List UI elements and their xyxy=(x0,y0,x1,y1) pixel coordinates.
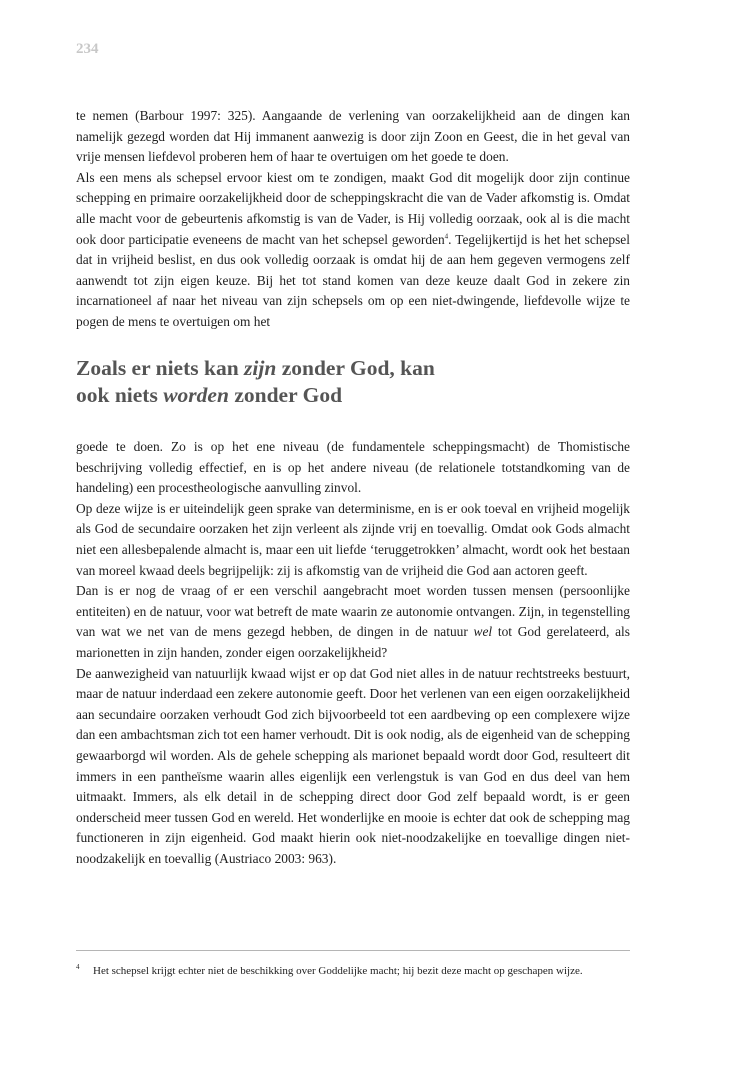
paragraph: Op deze wijze is er uiteindelijk geen sprake van determinisme, en is er ook toeval en vrijheid mogelijk als God de secundaire oorzaken het zijn verleent als zijnde vrij en toevallig. Omdat ook Gods almacht niet een allesbepalende almacht is, maar een uit liefde ‘teruggetrokken’ almacht, wordt ook het bestaan van moreel kwaad deels begrijpelijk: zij is afkomstig van de vrijheid die God aan actoren geeft. xyxy=(76,500,630,578)
body-text-top xyxy=(76,106,630,333)
page-number: 234 xyxy=(76,41,99,57)
paragraph: Dan is er nog de vraag of er een verschil aangebracht moet worden tussen mensen (persoonlijke entiteiten) en de natuur, voor wat betreft de mate waarin ze autonomie ontvangen. Zijn, in tegenstelling van wat we net van de mens gezegd hebben, de dingen in de natuur wel tot God gerelateerd, als marionetten in zijn handen, zonder eigen oorzakelijkheid? xyxy=(76,583,630,660)
heading-line-1: Zoals er niets kan zijn zonder God, kan xyxy=(76,356,435,380)
body-text-bottom xyxy=(76,437,630,869)
footnote-reference[interactable]: 4 xyxy=(444,232,449,241)
paragraph: De aanwezigheid van natuurlijk kwaad wijst er op dat God niet alles in de natuur rechtstreeks bestuurt, maar de natuur inderdaad een zekere autonomie geeft. Door het verlenen van een eigen oorzakelijkheid aan secundaire oorzaken verhoudt God zich bijvoorbeeld tot een aardbeving op een complexere wijze dan een ambachtsman zich tot een hamer verhoudt. Dit is ook nodig, als de eigenheid van de schepping gewaarborgd wil worden. Als de gehele schepping als marionet bepaald wordt door God, resulteert dit immers in een pantheïsme waarin alles eigenlijk een verlengstuk is van God en dus deel van hem uitmaakt. Immers, als elk detail in de schepping direct door God zelf bepaald wordt, is er geen onderscheid meer tussen God en wereld. Het wonderlijke en mooie is echter dat ook de schepping mag functioneren in zijn eigenheid. God maakt hierin ook niet-noodzakelijke en toevallige dingen niet-noodzakelijk en toevallig (Austriaco 2003: 963). xyxy=(76,665,630,866)
footnote-mark: 4 xyxy=(76,963,80,971)
paragraph: goede te doen. Zo is op het ene niveau (de fundamentele scheppingsmacht) de Thomistische beschrijving volledig effectief, en is op het andere niveau (de relationele totstandkoming van de handeling) een procestheologische aanvulling zinvol. xyxy=(76,439,630,496)
footnote xyxy=(76,961,630,981)
section-heading xyxy=(76,355,636,409)
footnote-text: Het schepsel krijgt echter niet de beschikking over Goddelijke macht; hij bezit deze macht op geschapen wijze. xyxy=(93,965,583,977)
paragraph: te nemen (Barbour 1997: 325). Aangaande de verlening van oorzakelijkheid aan de dingen kan namelijk gezegd worden dat Hij immanent aanwezig is door zijn Zoon en Geest, die in het geval van vrije mensen liefdevol proberen hem of haar te overtuigen om het goede te doen. xyxy=(76,108,630,165)
footnote-divider xyxy=(76,950,630,951)
paragraph: Als een mens als schepsel ervoor kiest om te zondigen, maakt God dit mogelijk door zijn continue schepping en primaire oorzakelijkheid door de scheppingskracht die van de Vader afkomstig is. Omdat alle macht voor de gebeurtenis afkomstig is van de Vader, is Hij volledig oorzaak, ook al is die macht ook door participatie eveneens de macht van het schepsel geworden$^4$. Tegelijkertijd is het het schepsel dat in vrijheid beslist, en dus ook volledig oorzaak is omdat hij de aan hem gegeven vermogens zelf aanwendt tot zijn eigen keuze. Bij het tot stand komen van deze keuze daalt God in zekere zin incarnationeel af naar het niveau van zijn schepsels om op een niet-dwingende, liefdevolle wijze te pogen de mens te overtuigen om het xyxy=(76,169,630,329)
heading-line-2: ook niets worden zonder God xyxy=(76,383,343,407)
